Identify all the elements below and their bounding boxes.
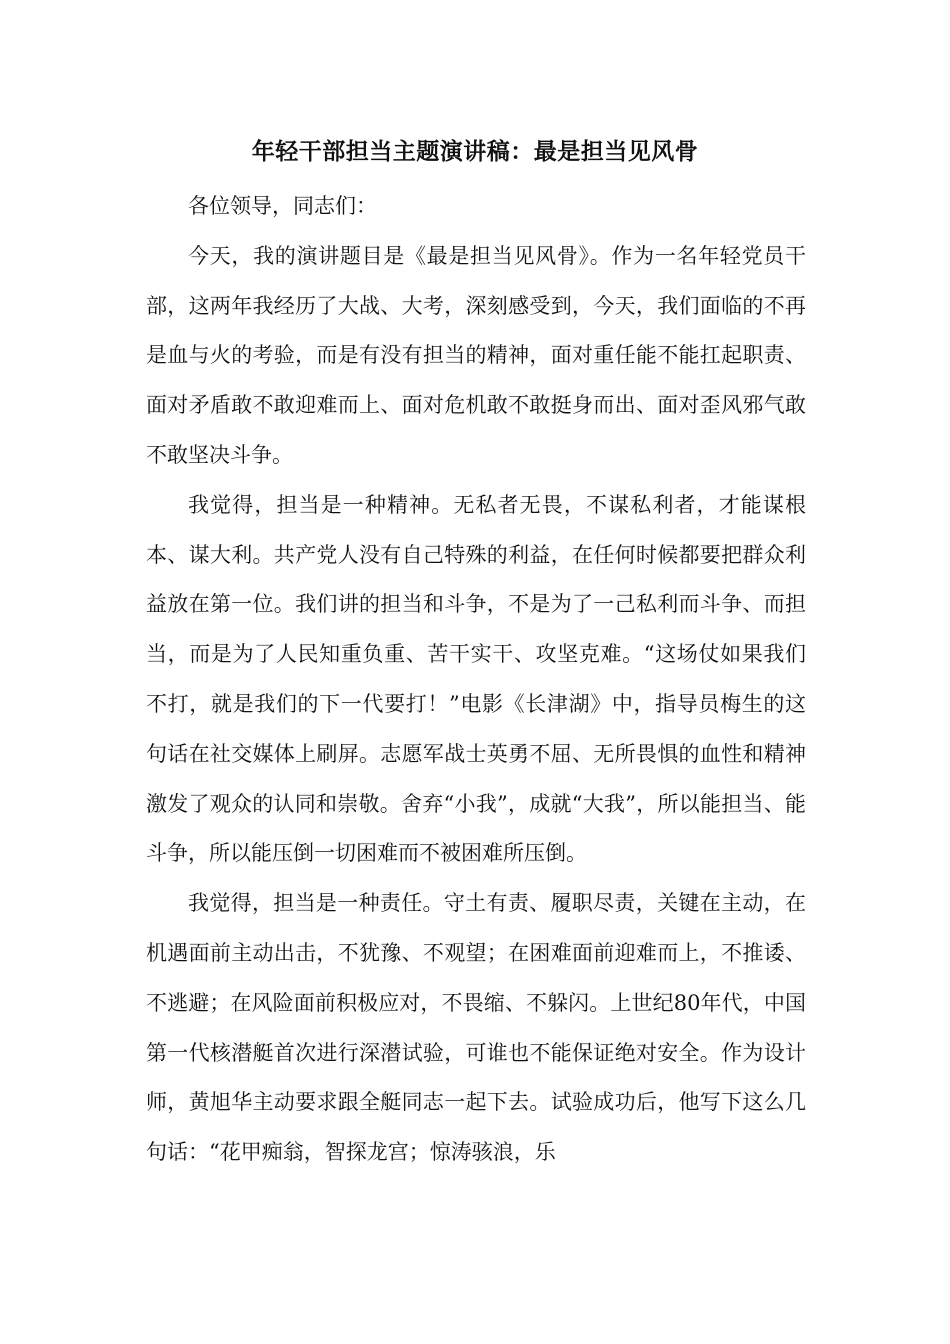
document-body (146, 182, 806, 1178)
body-paragraph-2: 我觉得，担当是一种精神。无私者无畏，不谋私利者，才能谋根本、谋大利。共产党人没有自己特殊的利益，在任何时候都要把群众利益放在第一位。我们讲的担当和斗争，不是为了一己私利而斗争、而担当，而是为了人民知重负重、苦干实干、攻坚克难。“这场仗如果我们不打，就是我们的下一代要打！”电影《长津湖》中，指导员梅生的这句话在社交媒体上刷屏。志愿军战士英勇不屈、无所畏惧的血性和精神激发了观众的认同和崇敬。舍弃“小我”，成就“大我”，所以能担当、能斗争，所以能压倒一切困难而不被困难所压倒。 (146, 492, 806, 866)
body-paragraph-3: 我觉得，担当是一种责任。守土有责、履职尽责，关键在主动，在机遇面前主动出击，不犹豫、不观望；在困难面前迎难而上，不推诿、不逃避；在风险面前积极应对，不畏缩、不躲闪。上世纪80年代，中国第一代核潜艇首次进行深潜试验，可谁也不能保证绝对安全。作为设计师，黄旭华主动要求跟全艇同志一起下去。试验成功后，他写下这么几句话：“花甲痴翁，智探龙宫；惊涛骇浪，乐 (146, 891, 806, 1165)
document-title: 年轻干部担当主题演讲稿：最是担当见风骨 (251, 139, 699, 165)
body-paragraph-1: 今天，我的演讲题目是《最是担当见风骨》。作为一名年轻党员干部，这两年我经历了大战、大考，深刻感受到，今天，我们面临的不再是血与火的考验，而是有没有担当的精神，面对重任能不能扛起职责、面对矛盾敢不敢迎难而上、面对危机敢不敢挺身而出、面对歪风邪气敢不敢坚决斗争。 (146, 243, 806, 467)
greeting-paragraph: 各位领导，同志们： (188, 194, 377, 218)
